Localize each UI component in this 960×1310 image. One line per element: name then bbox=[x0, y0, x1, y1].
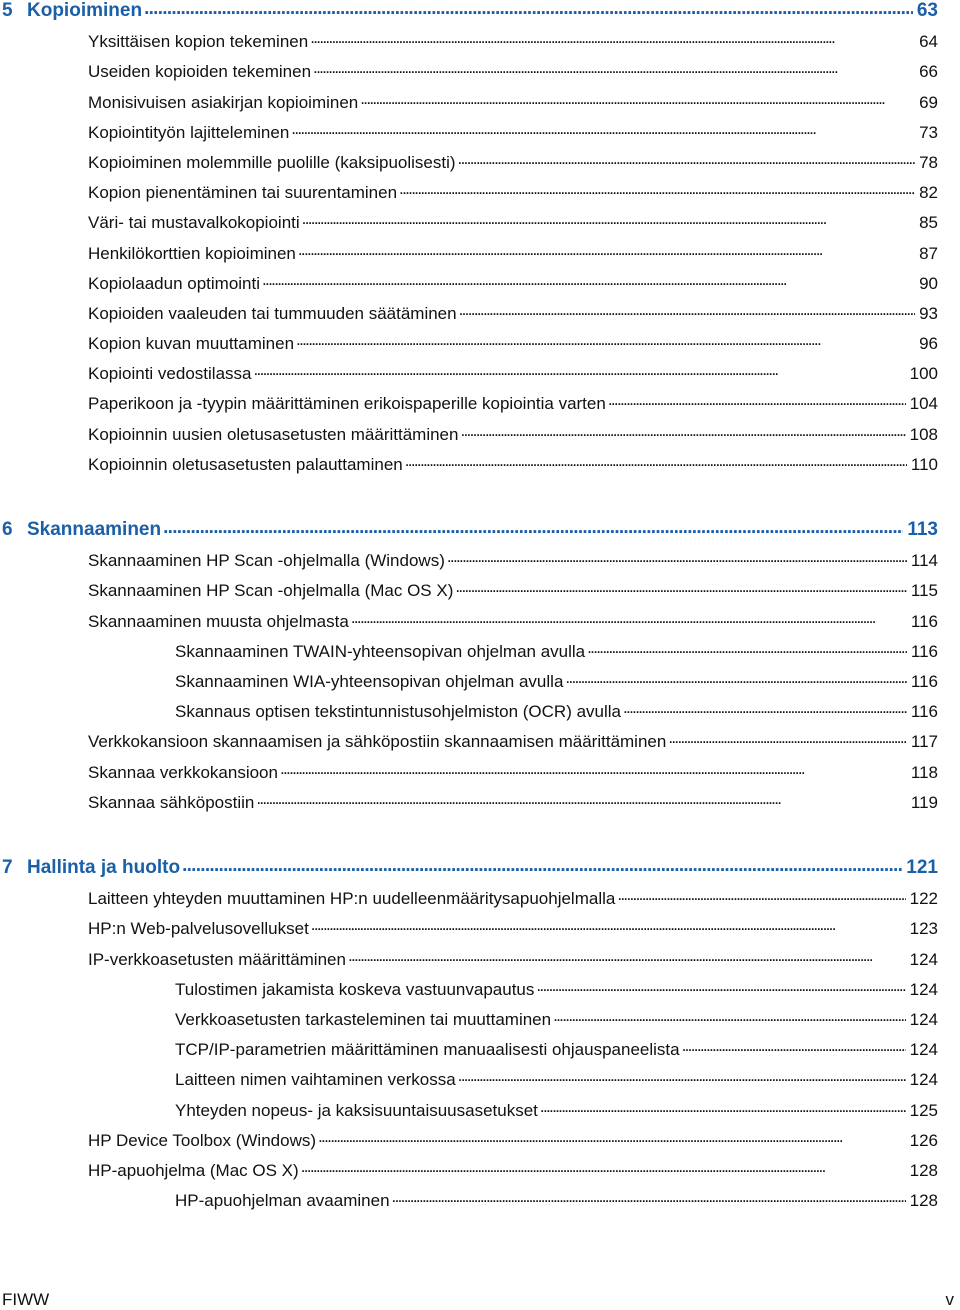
dot-leader bbox=[182, 855, 902, 877]
toc-subentry[interactable] bbox=[0, 662, 960, 692]
dot-leader bbox=[296, 330, 915, 350]
entry-page-number: 69 bbox=[919, 92, 938, 112]
entry-title: HP Device Toolbox (Windows) bbox=[88, 1130, 317, 1150]
entry-title: Skannaaminen TWAIN-yhteensopivan ohjelman avulla bbox=[175, 641, 586, 661]
entry-title: Skannaaminen muusta ohjelmasta bbox=[88, 611, 349, 631]
dot-leader bbox=[351, 608, 907, 628]
dot-leader bbox=[565, 668, 906, 688]
entry-title: Monisivuisen asiakirjan kopioiminen bbox=[88, 92, 359, 112]
entry-title: Verkkoasetusten tarkasteleminen tai muuttaminen bbox=[175, 1009, 552, 1029]
entry-title: Yksittäisen kopion tekeminen bbox=[88, 32, 309, 52]
dot-leader bbox=[458, 149, 916, 169]
entry-title: Kopioinnin uusien oletusasetusten määrittäminen bbox=[88, 424, 459, 444]
toc-subentry[interactable] bbox=[0, 632, 960, 662]
dot-leader bbox=[256, 789, 907, 809]
entry-title: IP-verkkoasetusten määrittäminen bbox=[88, 949, 346, 969]
entry-title: Verkkokansioon skannaamisen ja sähköpostiin skannaamisen määrittäminen bbox=[88, 732, 667, 752]
entry-page-number: 110 bbox=[910, 454, 938, 474]
dot-leader bbox=[302, 209, 915, 229]
entry-page-number: 100 bbox=[909, 364, 938, 384]
entry-page-number: 66 bbox=[919, 62, 938, 82]
dot-leader bbox=[360, 89, 915, 109]
toc-entry[interactable] bbox=[0, 752, 960, 782]
entry-title: Skannaaminen HP Scan -ohjelmalla (Mac OS X) bbox=[88, 581, 454, 601]
chapter-section bbox=[0, 857, 960, 1211]
dot-leader bbox=[536, 976, 905, 996]
dot-leader bbox=[540, 1097, 906, 1117]
entry-page-number: 122 bbox=[909, 889, 938, 909]
toc-entry[interactable] bbox=[0, 414, 960, 444]
dot-leader bbox=[163, 517, 903, 539]
entry-title: Kopioiminen molemmille puolille (kaksipuolisesti) bbox=[88, 152, 456, 172]
dot-leader bbox=[399, 179, 915, 199]
toc-entry[interactable] bbox=[0, 113, 960, 143]
chapter-title: Kopioiminen bbox=[27, 0, 143, 21]
dot-leader bbox=[455, 577, 907, 597]
entry-page-number: 73 bbox=[919, 122, 938, 142]
toc-subentry[interactable] bbox=[0, 1090, 960, 1120]
dot-leader bbox=[262, 270, 915, 290]
chapter-heading[interactable] bbox=[0, 519, 960, 541]
chapter-section bbox=[0, 519, 960, 813]
dot-leader bbox=[313, 58, 915, 78]
entry-page-number: 116 bbox=[910, 611, 938, 631]
entry-title: Useiden kopioiden tekeminen bbox=[88, 62, 312, 82]
toc-entry[interactable] bbox=[0, 601, 960, 631]
toc-entry[interactable] bbox=[0, 22, 960, 52]
page-footer bbox=[0, 1290, 960, 1310]
entry-page-number: 104 bbox=[909, 394, 938, 414]
entry-page-number: 93 bbox=[919, 303, 938, 323]
dot-leader bbox=[405, 451, 907, 471]
toc-entry[interactable] bbox=[0, 294, 960, 324]
entry-page-number: 124 bbox=[909, 1070, 938, 1090]
toc-entry[interactable] bbox=[0, 722, 960, 752]
entry-page-number: 87 bbox=[919, 243, 938, 263]
toc-entry[interactable] bbox=[0, 384, 960, 414]
entry-page-number: 64 bbox=[919, 32, 938, 52]
entry-title: Skannaus optisen tekstintunnistusohjelmiston (OCR) avulla bbox=[175, 702, 622, 722]
chapter-page-number: 121 bbox=[906, 857, 938, 878]
toc-entry[interactable] bbox=[0, 52, 960, 82]
toc-entry[interactable] bbox=[0, 324, 960, 354]
footer-page-number: v bbox=[945, 1290, 954, 1309]
entry-title: Kopioinnin oletusasetusten palauttaminen bbox=[88, 454, 403, 474]
toc-subentry[interactable] bbox=[0, 1030, 960, 1060]
dot-leader bbox=[447, 547, 907, 567]
toc-entry[interactable] bbox=[0, 264, 960, 294]
dot-leader bbox=[318, 1127, 906, 1147]
toc-subentry[interactable] bbox=[0, 1000, 960, 1030]
toc-entry[interactable] bbox=[0, 1151, 960, 1181]
dot-leader bbox=[682, 1036, 906, 1056]
entry-title: Skannaaminen HP Scan -ohjelmalla (Windows) bbox=[88, 551, 445, 571]
entry-page-number: 125 bbox=[909, 1100, 938, 1120]
dot-leader bbox=[392, 1187, 906, 1207]
entry-title: Henkilökorttien kopioiminen bbox=[88, 243, 296, 263]
chapter-number: 6 bbox=[2, 519, 13, 540]
dot-leader bbox=[144, 0, 913, 20]
entry-page-number: 117 bbox=[910, 732, 938, 752]
entry-title: Kopion pienentäminen tai suurentaminen bbox=[88, 183, 398, 203]
chapter-number: 5 bbox=[2, 0, 13, 21]
chapter-number: 7 bbox=[2, 857, 13, 878]
dot-leader bbox=[553, 1006, 906, 1026]
entry-title: Tulostimen jakamista koskeva vastuunvapautus bbox=[175, 979, 535, 999]
dot-leader bbox=[301, 1157, 906, 1177]
toc-entry[interactable] bbox=[0, 879, 960, 909]
chapter-page-number: 63 bbox=[916, 0, 938, 21]
entry-page-number: 96 bbox=[919, 334, 938, 354]
entry-title: HP-apuohjelman avaaminen bbox=[175, 1191, 390, 1211]
toc-entry[interactable] bbox=[0, 82, 960, 112]
dot-leader bbox=[459, 300, 915, 320]
entry-title: Laitteen nimen vaihtaminen verkossa bbox=[175, 1070, 456, 1090]
toc-entry[interactable] bbox=[0, 783, 960, 813]
toc-subentry[interactable] bbox=[0, 692, 960, 722]
entry-page-number: 78 bbox=[919, 152, 938, 172]
entry-page-number: 124 bbox=[909, 979, 938, 999]
toc-entry[interactable] bbox=[0, 173, 960, 203]
dot-leader bbox=[458, 1066, 906, 1086]
entry-page-number: 124 bbox=[909, 949, 938, 969]
dot-leader bbox=[668, 728, 907, 748]
entry-page-number: 85 bbox=[919, 213, 938, 233]
entry-title: HP:n Web-palvelusovellukset bbox=[88, 919, 309, 939]
entry-page-number: 128 bbox=[909, 1160, 938, 1180]
toc-entry[interactable] bbox=[0, 1121, 960, 1151]
entry-title: Skannaaminen WIA-yhteensopivan ohjelman avulla bbox=[175, 671, 564, 691]
chapter-heading[interactable] bbox=[0, 857, 960, 879]
entry-title: HP-apuohjelma (Mac OS X) bbox=[88, 1160, 299, 1180]
entry-title: Kopion kuvan muuttaminen bbox=[88, 334, 295, 354]
toc-entry[interactable] bbox=[0, 909, 960, 939]
dot-leader bbox=[617, 885, 905, 905]
chapter-section bbox=[0, 0, 960, 475]
toc-entry[interactable] bbox=[0, 571, 960, 601]
toc-subentry[interactable] bbox=[0, 1060, 960, 1090]
entry-title: Yhteyden nopeus- ja kaksisuuntaisuusasetukset bbox=[175, 1100, 538, 1120]
entry-page-number: 124 bbox=[909, 1040, 938, 1060]
toc-entry[interactable] bbox=[0, 354, 960, 384]
dot-leader bbox=[253, 360, 905, 380]
chapter-page-number: 113 bbox=[907, 519, 938, 540]
entry-page-number: 123 bbox=[909, 919, 938, 939]
entry-page-number: 119 bbox=[910, 792, 938, 812]
chapter-title: Skannaaminen bbox=[27, 519, 162, 540]
dot-leader bbox=[298, 240, 915, 260]
entry-page-number: 124 bbox=[909, 1009, 938, 1029]
entry-title: Väri- tai mustavalkokopiointi bbox=[88, 213, 300, 233]
entry-title: Laitteen yhteyden muuttaminen HP:n uudelleenmääritysapuohjelmalla bbox=[88, 889, 616, 909]
entry-page-number: 128 bbox=[909, 1191, 938, 1211]
dot-leader bbox=[348, 946, 906, 966]
entry-title: Kopiointi vedostilassa bbox=[88, 364, 252, 384]
entry-page-number: 115 bbox=[910, 581, 938, 601]
dot-leader bbox=[311, 915, 906, 935]
footer-locale: FIWW bbox=[2, 1290, 50, 1309]
toc-subentry[interactable] bbox=[0, 970, 960, 1000]
dot-leader bbox=[608, 390, 906, 410]
dot-leader bbox=[623, 698, 907, 718]
toc-entry[interactable] bbox=[0, 233, 960, 263]
entry-page-number: 116 bbox=[910, 702, 938, 722]
chapter-title: Hallinta ja huolto bbox=[27, 857, 181, 878]
entry-page-number: 116 bbox=[910, 641, 938, 661]
toc-entry[interactable] bbox=[0, 203, 960, 233]
chapter-heading[interactable] bbox=[0, 0, 960, 22]
entry-page-number: 116 bbox=[910, 671, 938, 691]
toc-entry[interactable] bbox=[0, 541, 960, 571]
entry-page-number: 90 bbox=[919, 273, 938, 293]
toc-entry[interactable] bbox=[0, 939, 960, 969]
entry-title: Kopioiden vaaleuden tai tummuuden säätäminen bbox=[88, 303, 457, 323]
entry-page-number: 118 bbox=[910, 762, 938, 782]
dot-leader bbox=[280, 759, 907, 779]
entry-title: Paperikoon ja -tyypin määrittäminen erikoispaperille kopiointia varten bbox=[88, 394, 606, 414]
entry-page-number: 126 bbox=[909, 1130, 938, 1150]
entry-title: Kopiolaadun optimointi bbox=[88, 273, 261, 293]
entry-page-number: 108 bbox=[909, 424, 938, 444]
entry-page-number: 114 bbox=[910, 551, 938, 571]
dot-leader bbox=[460, 421, 905, 441]
entry-title: TCP/IP-parametrien määrittäminen manuaalisesti ohjauspaneelista bbox=[175, 1040, 680, 1060]
entry-title: Kopiointityön lajitteleminen bbox=[88, 122, 290, 142]
dot-leader bbox=[587, 638, 907, 658]
dot-leader bbox=[291, 119, 915, 139]
entry-page-number: 82 bbox=[919, 183, 938, 203]
entry-title: Skannaa sähköpostiin bbox=[88, 792, 255, 812]
toc-entry[interactable] bbox=[0, 143, 960, 173]
toc-subentry[interactable] bbox=[0, 1181, 960, 1211]
toc-entry[interactable] bbox=[0, 445, 960, 475]
dot-leader bbox=[310, 28, 915, 48]
entry-title: Skannaa verkkokansioon bbox=[88, 762, 278, 782]
